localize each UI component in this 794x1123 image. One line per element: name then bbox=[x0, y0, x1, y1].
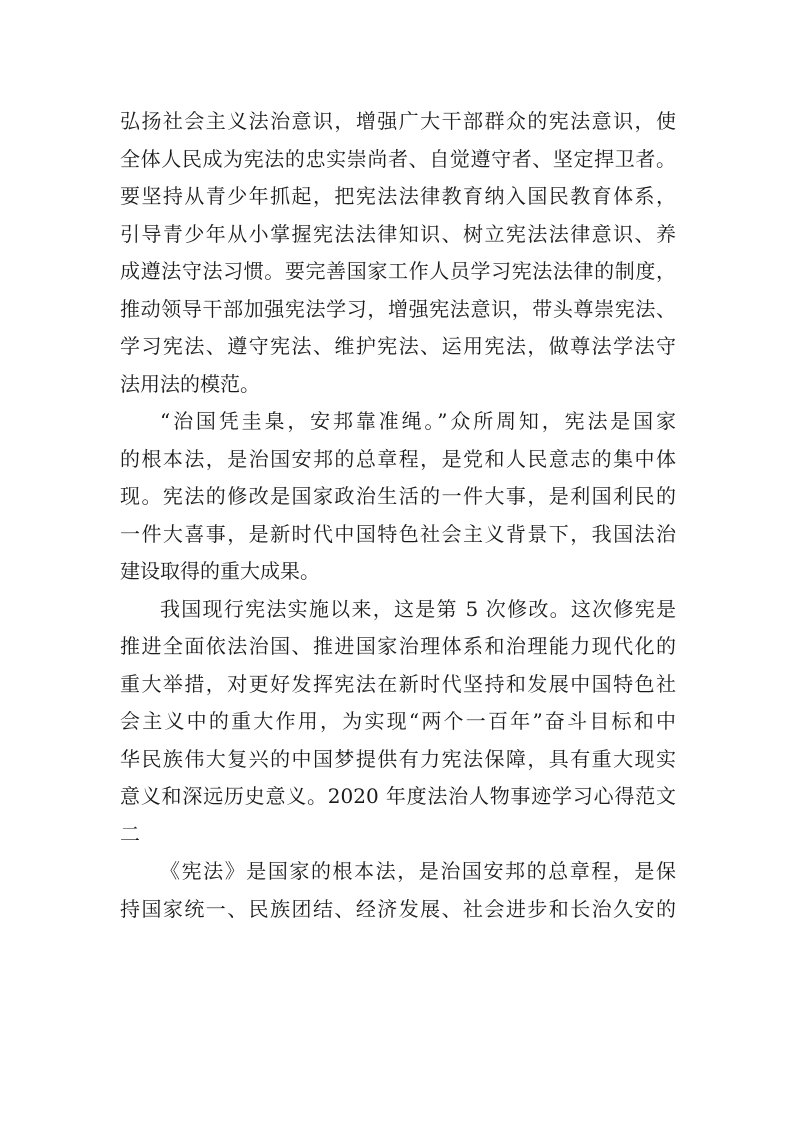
text-line: 要坚持从青少年抓起，把宪法法律教育纳入国民教育体系， bbox=[120, 184, 676, 208]
text-line: 二 bbox=[120, 821, 140, 846]
text-line: “治国凭圭臬，安邦靠准绳。”众所周知，宪法是国家 bbox=[160, 409, 676, 433]
text-line: 推动领导干部加强宪法学习，增强宪法意识，带头尊崇宪法、 bbox=[120, 296, 676, 321]
text-line: 华民族伟大复兴的中国梦提供有力宪法保障，具有重大现实 bbox=[120, 746, 676, 771]
text-line: 会主义中的重大作用，为实现“两个一百年”奋斗目标和中 bbox=[120, 709, 676, 733]
text-line: 学习宪法、遵守宪法、维护宪法、运用宪法，做尊法学法守 bbox=[120, 334, 676, 358]
text-line: 现。宪法的修改是国家政治生活的一件大事，是利国利民的 bbox=[120, 484, 676, 508]
text-line: 弘扬社会主义法治意识，增强广大干部群众的宪法意识，使 bbox=[120, 109, 676, 133]
text-line: 推进全面依法治国、推进国家治理体系和治理能力现代化的 bbox=[120, 634, 676, 658]
text-line: 成遵法守法习惯。要完善国家工作人员学习宪法法律的制度， bbox=[120, 259, 676, 283]
text-line: 法用法的模范。 bbox=[120, 371, 260, 396]
text-line: 重大举措，对更好发挥宪法在新时代坚持和发展中国特色社 bbox=[120, 671, 676, 696]
text-line: 《宪法》是国家的根本法，是治国安邦的总章程，是保 bbox=[160, 859, 676, 883]
document-body bbox=[120, 103, 676, 928]
text-line: 的根本法，是治国安邦的总章程，是党和人民意志的集中体 bbox=[120, 446, 676, 471]
text-line: 一件大喜事，是新时代中国特色社会主义背景下，我国法治 bbox=[120, 521, 676, 546]
text-line: 意义和深远历史意义。2020 年度法治人物事迹学习心得范文 bbox=[120, 784, 676, 808]
text-line: 持国家统一、民族团结、经济发展、社会进步和长治久安的 bbox=[120, 896, 676, 921]
text-line: 引导青少年从小掌握宪法法律知识、树立宪法法律意识、养 bbox=[120, 221, 676, 246]
text-line: 建设取得的重大成果。 bbox=[120, 559, 320, 583]
text-line: 全体人民成为宪法的忠实崇尚者、自觉遵守者、坚定捍卫者。 bbox=[120, 146, 676, 171]
text-line: 我国现行宪法实施以来，这是第 5 次修改。这次修宪是 bbox=[160, 596, 676, 621]
